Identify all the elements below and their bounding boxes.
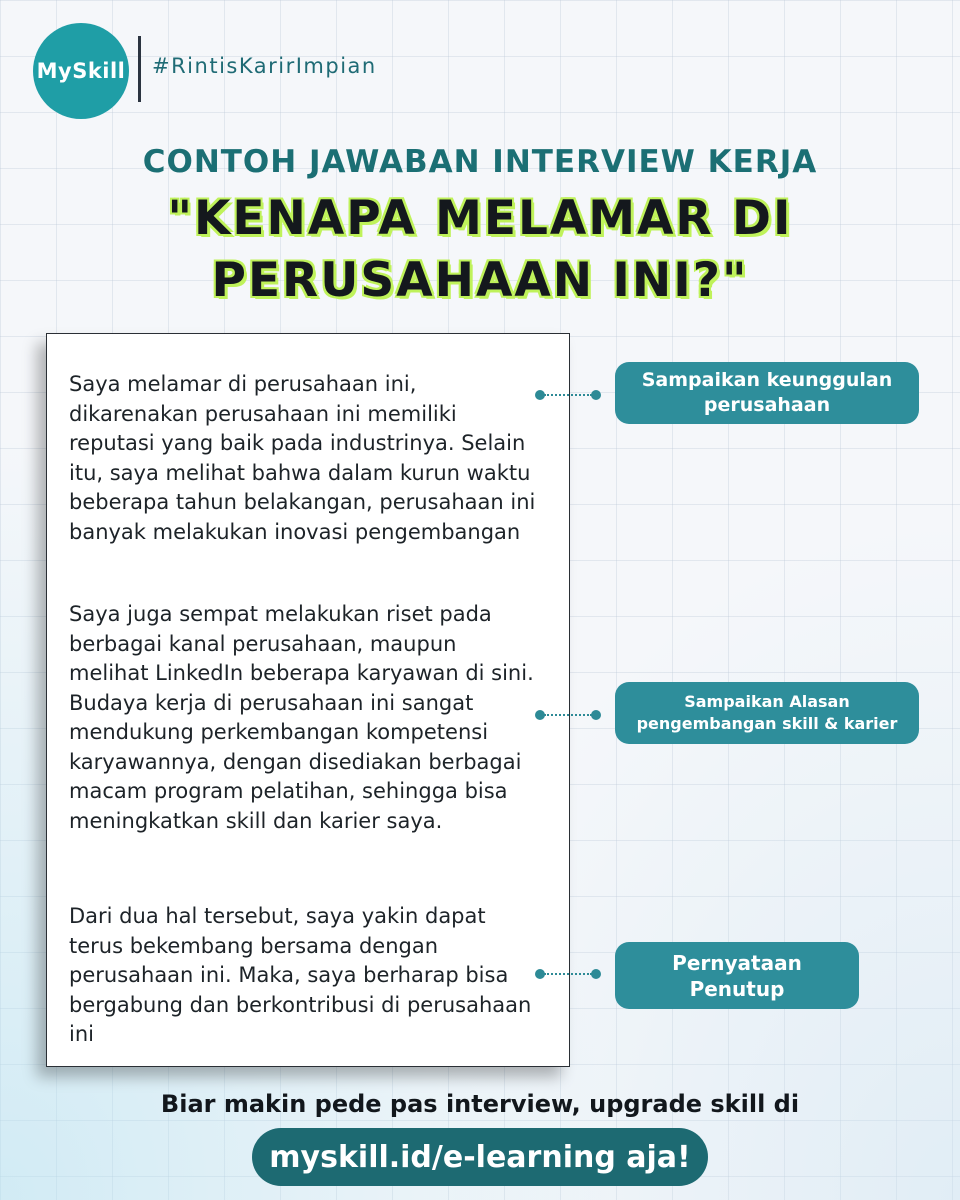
answer-paragraph-2: Saya juga sempat melakukan riset pada berbagai kanal perusahaan, maupun melihat LinkedIn beberapa karyawan di sini. Budaya kerja di perusahaan ini sangat mendukung perkembangan kompetensi karyawannya, dengan disediakan berbagai macam program pelatihan, sehingga bisa meningkatkan skill dan karier saya. (69, 602, 534, 833)
title-line-1: "KENAPA MELAMAR DI (167, 191, 793, 246)
answer-paragraph-3: Dari dua hal tersebut, saya yakin dapat terus bekembang bersama dengan perusahaan ini. Maka, saya berharap bisa bergabung dan berkontribusi di perusahaan ini (69, 904, 532, 1046)
myskill-logo (33, 23, 129, 119)
connector-3 (535, 969, 601, 979)
connector-2 (535, 710, 601, 720)
title-line-2: PERUSAHAAN INI?" (211, 253, 749, 308)
connector-1 (535, 390, 601, 400)
tip-1-line-2: perusahaan (703, 394, 831, 416)
page-title (0, 188, 960, 312)
tip-pill-2 (615, 682, 919, 744)
logo-text: MySkill (36, 59, 126, 83)
cta-text: Biar makin pede pas interview, upgrade skill di (160, 1090, 800, 1118)
hashtag: #RintisKarirImpian (152, 54, 377, 78)
tip-2-line-2: pengembangan skill & karier (636, 714, 898, 733)
header-divider (138, 36, 141, 102)
tip-1-line-1: Sampaikan keunggulan (641, 369, 893, 391)
tip-pill-3 (615, 942, 859, 1009)
tip-3-line-2: Penutup (689, 976, 785, 1001)
page-subtitle: CONTOH JAWABAN INTERVIEW KERJA (142, 144, 818, 180)
tip-3-line-1: Pernyataan (672, 950, 802, 975)
elearning-link-button[interactable]: myskill.id/e-learning aja! (252, 1128, 708, 1186)
answer-paragraph-1: Saya melamar di perusahaan ini, dikarenakan perusahaan ini memiliki reputasi yang baik pada industrinya. Selain itu, saya melihat bahwa dalam kurun waktu beberapa tahun belakangan, perusahaan ini banyak melakukan inovasi pengembangan (69, 372, 536, 544)
answer-card (46, 333, 570, 1067)
tip-pill-1 (615, 362, 919, 424)
tip-2-line-1: Sampaikan Alasan (684, 692, 850, 711)
